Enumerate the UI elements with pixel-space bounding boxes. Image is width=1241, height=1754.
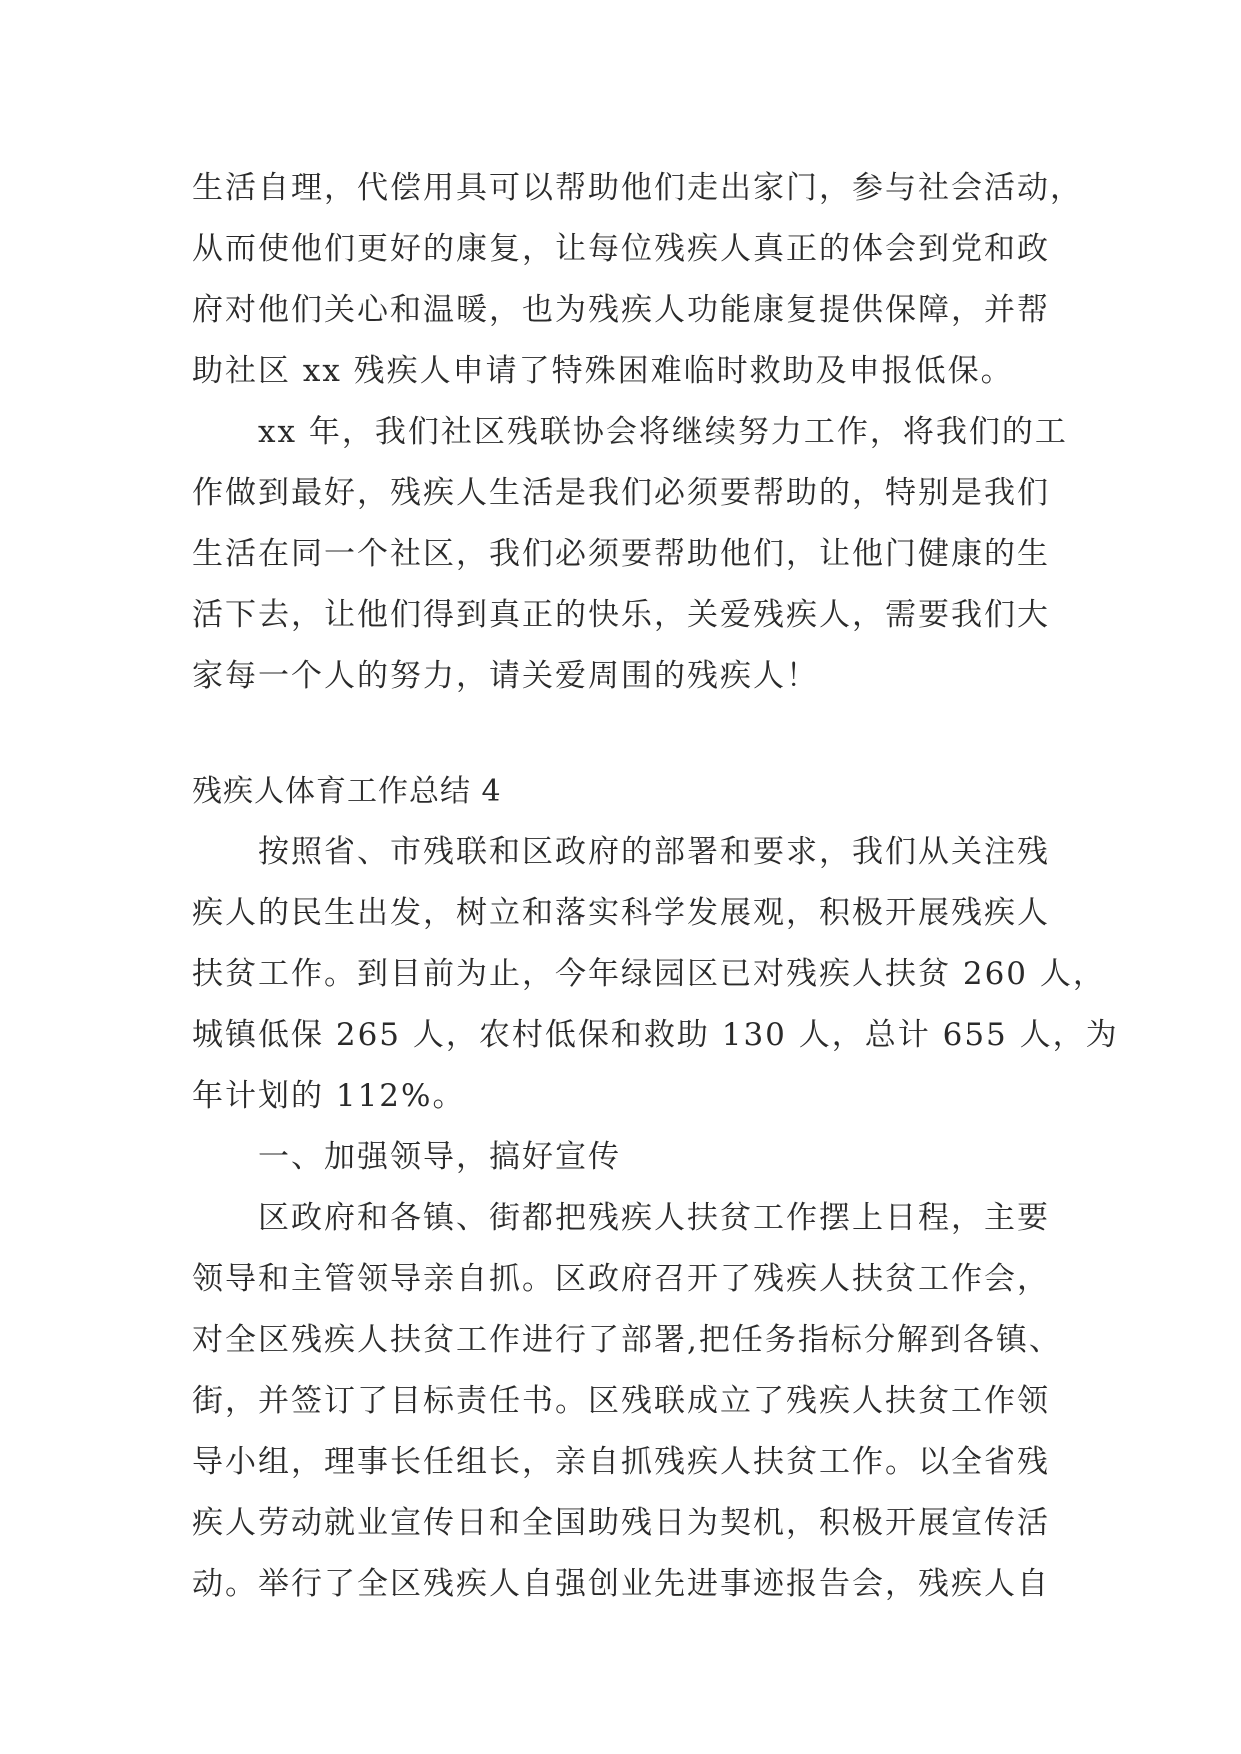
- text-line: 家每一个人的努力，请关爱周围的残疾人！: [192, 658, 819, 694]
- text-line: 生活在同一个社区，我们必须要帮助他们，让他门健康的生: [192, 536, 1050, 572]
- text-line: 年计划的 112%。: [192, 1078, 466, 1114]
- text-line: 扶贫工作。到目前为止，今年绿园区已对残疾人扶贫 260 人，: [192, 956, 1106, 992]
- text-line: 活下去，让他们得到真正的快乐，关爱残疾人，需要我们大: [192, 597, 1050, 633]
- text-line: 领导和主管领导亲自抓。区政府召开了残疾人扶贫工作会，: [192, 1261, 1050, 1297]
- paragraph-4: [192, 1188, 1062, 1615]
- text-line: 从而使他们更好的康复，让每位残疾人真正的体会到党和政: [192, 231, 1050, 267]
- text-line: 区政府和各镇、街都把残疾人扶贫工作摆上日程，主要: [258, 1200, 1050, 1236]
- heading-1: 一、加强领导，搞好宣传: [258, 1139, 621, 1175]
- text-line: 作做到最好，残疾人生活是我们必须要帮助的，特别是我们: [192, 475, 1050, 511]
- text-line: 生活自理，代偿用具可以帮助他们走出家门，参与社会活动，: [192, 170, 1083, 206]
- text-line: 府对他们关心和温暖，也为残疾人功能康复提供保障，并帮: [192, 292, 1050, 328]
- text-line: 街，并签订了目标责任书。区残联成立了残疾人扶贫工作领: [192, 1383, 1050, 1419]
- paragraph-3: [192, 822, 1119, 1127]
- text-line: xx 年，我们社区残联协会将继续努力工作，将我们的工: [258, 414, 1068, 450]
- text-line: 对全区残疾人扶贫工作进行了部署,把任务指标分解到各镇、: [192, 1322, 1062, 1358]
- text-line: 按照省、市残联和区政府的部署和要求，我们从关注残: [258, 834, 1050, 870]
- text-line: 助社区 xx 残疾人申请了特殊困难临时救助及申报低保。: [192, 353, 1014, 389]
- section-title: 残疾人体育工作总结 4: [192, 774, 502, 809]
- paragraph-1: [192, 158, 1083, 402]
- text-line: 导小组，理事长任组长，亲自抓残疾人扶贫工作。以全省残: [192, 1444, 1050, 1480]
- text-line: 疾人劳动就业宣传日和全国助残日为契机，积极开展宣传活: [192, 1505, 1050, 1541]
- paragraph-2: [192, 402, 1068, 707]
- document-body: [192, 158, 1119, 1615]
- text-line: 城镇低保 265 人，农村低保和救助 130 人，总计 655 人，为: [192, 1017, 1119, 1053]
- text-line: 疾人的民生出发，树立和落实科学发展观，积极开展残疾人: [192, 895, 1050, 931]
- text-line: 动。举行了全区残疾人自强创业先进事迹报告会，残疾人自: [192, 1566, 1050, 1602]
